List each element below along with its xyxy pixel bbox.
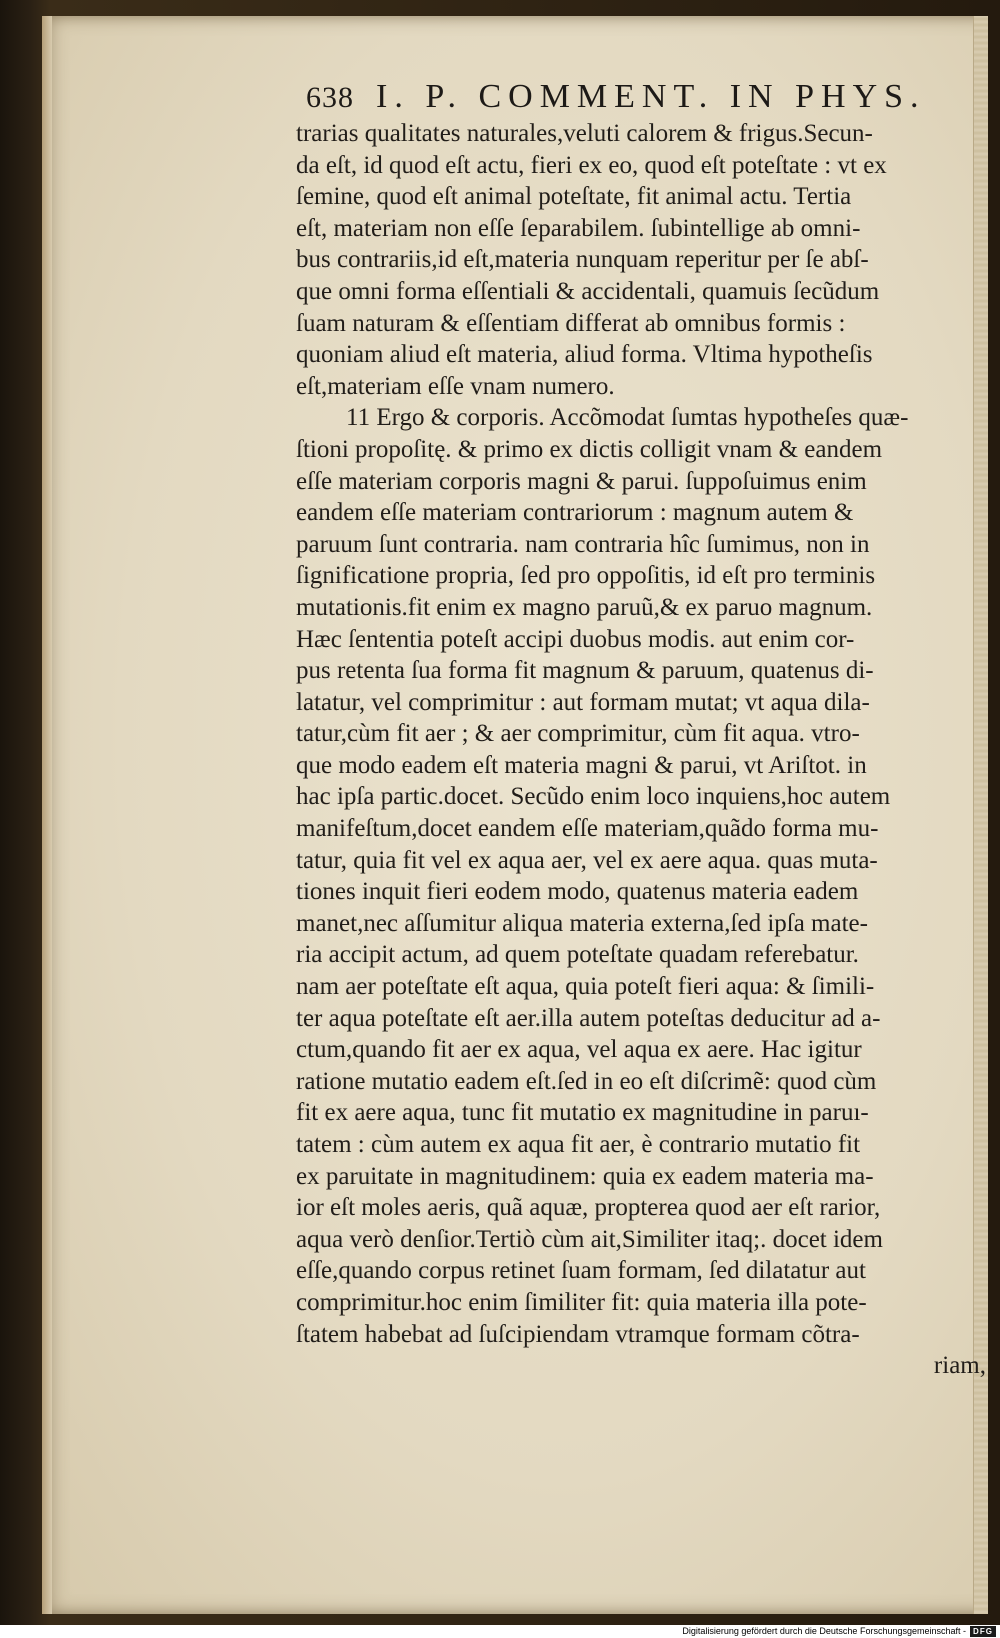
running-head: I. P. COMMENT. IN PHYS. <box>376 78 926 115</box>
footer-bar <box>0 1625 1000 1638</box>
text-line: 11 Ergo & corporis. Accõmodat ſumtas hypotheſes quæ- <box>346 404 909 432</box>
text-line: ratione mutatio eadem eſt.ſed in eo eſt diſcrimẽ: quod cùm <box>296 1067 877 1095</box>
text-line: eſſe,quando corpus retinet ſuam formam, ſed dilatatur aut <box>296 1257 866 1285</box>
text-line: ſtatem habebat ad ſuſcipiendam vtramque formam cõtra- <box>296 1320 860 1348</box>
text-line: mutationis.fit enim ex magno paruũ,& ex paruo magnum. <box>296 593 873 621</box>
page-number: 638 <box>306 81 354 114</box>
text-line: quoniam aliud eſt materia, aliud forma. Vltima hypotheſis <box>296 341 873 369</box>
text-line: aqua verò denſior.Tertiò cùm ait,Similiter itaq;. docet idem <box>296 1225 883 1253</box>
text-line: latatur, vel comprimitur : aut formam mutat; vt aqua dila- <box>296 688 870 716</box>
text-line: trarias qualitates naturales,veluti calorem & frigus.Secun- <box>296 120 873 147</box>
text-line: ctum,quando fit aer ex aqua, vel aqua ex aere. Hac igitur <box>296 1036 862 1064</box>
text-line: ex paruitate in magnitudinem: quia ex eadem materia ma- <box>296 1162 874 1190</box>
text-line: pus retenta ſua forma fit magnum & paruum, quatenus di- <box>296 657 874 685</box>
text-line: fit ex aere aqua, tunc fit mutatio ex magnitudine in paruı- <box>296 1099 869 1127</box>
text-line: ter aqua poteſtate eſt aer.illa autem poteſtas deducitur ad a- <box>296 1004 881 1032</box>
page-gutter <box>42 16 52 1614</box>
text-line: eſt, materiam non eſſe ſeparabilem. ſubintellige ab omni- <box>296 214 861 242</box>
text-line: ria accipit actum, ad quem poteſtate quadam referebatur. <box>296 941 859 969</box>
text-line: eandem eſſe materiam contrariorum : magnum autem & <box>296 499 854 527</box>
text-line: paruum ſunt contraria. nam contraria hîc ſumimus, non in <box>296 530 870 558</box>
text-line: da eſt, id quod eſt actu, fieri ex eo, quod eſt poteſtate : vt ex <box>296 151 887 179</box>
text-line: Hæc ſententia poteſt accipi duobus modis. aut enim cor- <box>296 625 855 653</box>
text-line: riam, <box>933 1352 986 1380</box>
text-line: que modo eadem eſt materia magni & parui, vt Ariſtot. in <box>296 751 867 779</box>
text-line: eſt,materiam eſſe vnam numero. <box>296 372 615 400</box>
text-line: tatem : cùm autem ex aqua fit aer, è contrario mutatio fit <box>296 1131 861 1158</box>
dfg-logo: DFG <box>970 1626 996 1637</box>
funding-note: Digitalisierung gefördert durch die Deutsche Forschungsgemeinschaft - <box>682 1626 966 1636</box>
text-line: que omni forma eſſentiali & accidentali, quamuis ſecũdum <box>296 277 880 305</box>
text-line: bus contrariis,id eſt,materia nunquam reperitur per ſe abſ- <box>296 246 869 274</box>
body-text <box>296 118 986 1382</box>
text-line: ior eſt moles aeris, quã aquæ, propterea quod aer eſt rarior, <box>296 1194 881 1222</box>
text-line: manifeſtum,docet eandem eſſe materiam,quãdo forma mu- <box>296 815 879 843</box>
text-line: manet,nec aſſumitur aliqua materia externa,ſed ipſa mate- <box>296 909 868 937</box>
text-line: comprimitur.hoc enim ſimiliter fit: quia materia illa pote- <box>296 1288 867 1316</box>
text-line: eſſe materiam corporis magni & parui. ſuppoſuimus enim <box>296 467 867 495</box>
text-line: tatur,cùm fit aer ; & aer comprimitur, cùm fit aqua. vtro- <box>296 720 860 748</box>
text-line: ſemine, quod eſt animal poteſtate, fit animal actu. Tertia <box>296 183 852 211</box>
text-line: ſignificatione propria, ſed pro oppoſitis, id eſt pro terminis <box>296 562 876 590</box>
text-line: hac ipſa partic.docet. Secũdo enim loco inquiens,hoc autem <box>296 783 891 811</box>
text-line: tiones inquit fieri eodem modo, quatenus materia eadem <box>296 878 859 906</box>
text-line: nam aer poteſtate eſt aqua, quia poteſt fieri aqua: & ſimili- <box>296 973 875 1001</box>
text-line: ſtioni propoſitę. & primo ex dictis colligit vnam & eandem <box>296 435 883 463</box>
page-header <box>306 78 926 116</box>
text-line: tatur, quia fit vel ex aqua aer, vel ex aere aqua. quas muta- <box>296 846 878 874</box>
text-line: ſuam naturam & eſſentiam differat ab omnibus formis : <box>296 309 846 337</box>
